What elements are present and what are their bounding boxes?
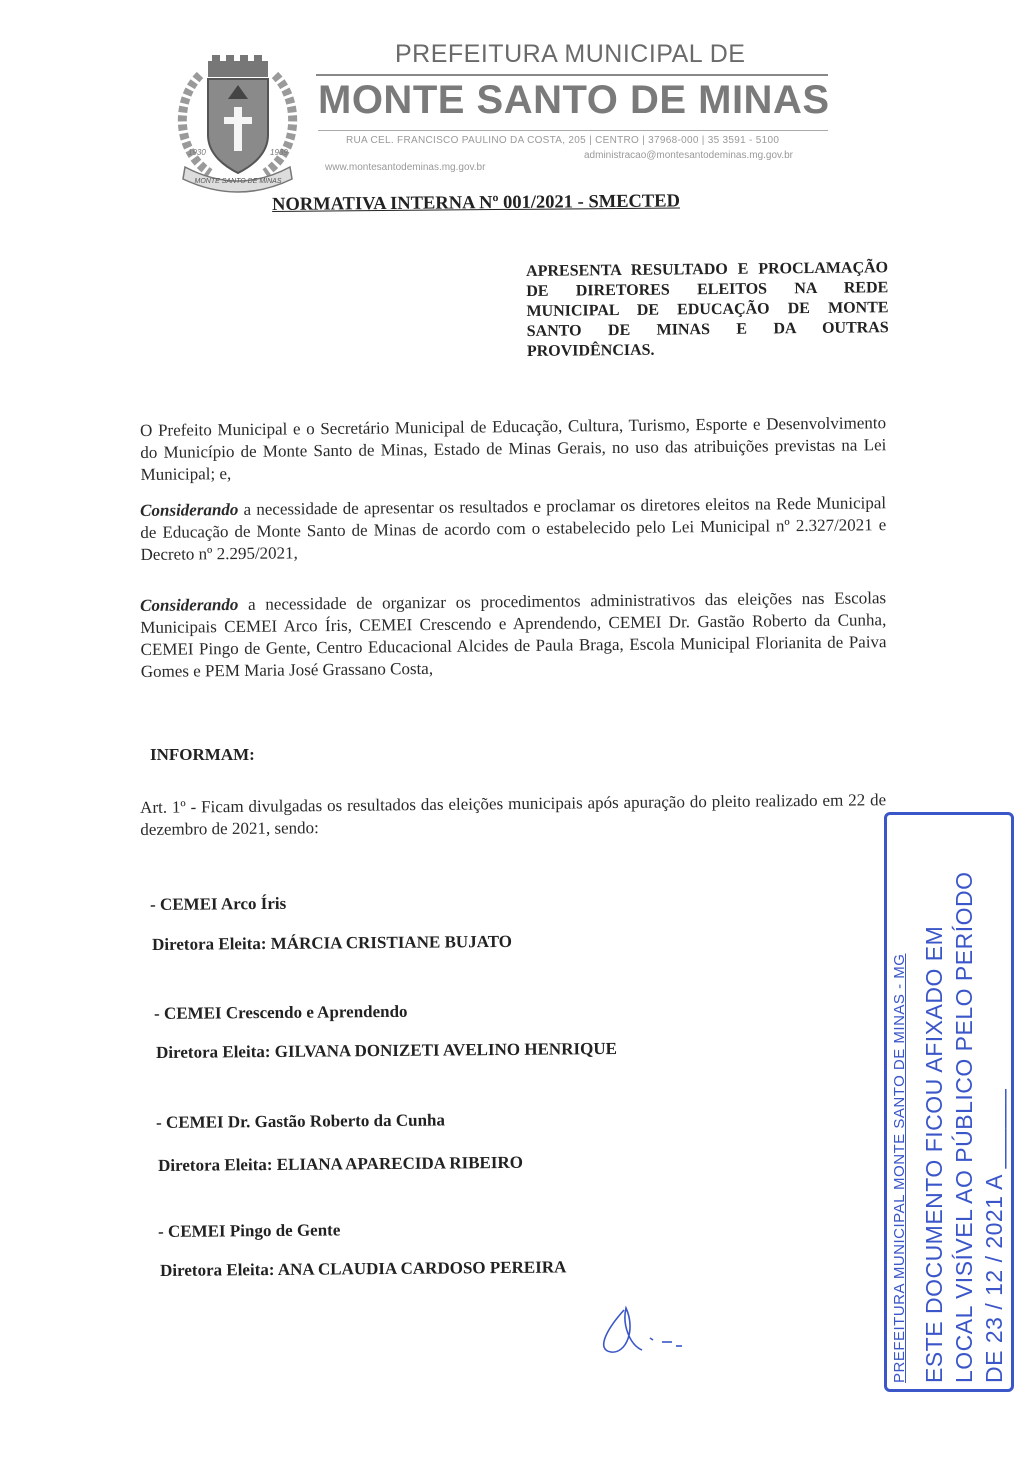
intro-paragraph: O Prefeito Municipal e o Secretário Municipal de Educação, Cultura, Turismo, Esporte e Desenvolvimento do Município de Monte Santo de Minas, Estado de Minas Gerais, no uso das atribuições previstas na Lei Municipal; e, (140, 413, 887, 484)
crest-year-right: 1939 (270, 148, 288, 157)
director-label: Diretora Eleita: (160, 1259, 278, 1280)
publication-stamp (884, 812, 1014, 1392)
stamp-line-2: ESTE DOCUMENTO FICOU AFIXADO EM (921, 925, 947, 1383)
considerando-text-1: a necessidade de apresentar os resultados e proclamar os diretores eleitos na Rede Municipal de Educação de Monte Santo de Minas de acordo com o estabelecido pelo Lei Municipal nº 2.327/2021 e Decreto nº 2.295/2021, (140, 493, 887, 564)
header-address: RUA CEL. FRANCISCO PAULINO DA COSTA, 205 | CENTRO | 37968-000 | 35 3591 - 5100 (346, 135, 780, 146)
header-rule-thin (318, 130, 828, 131)
school-name: - CEMEI Arco Íris (150, 893, 287, 914)
school-name: - CEMEI Pingo de Gente (158, 1220, 341, 1241)
director-line (158, 1153, 523, 1176)
school-name: - CEMEI Dr. Gastão Roberto da Cunha (156, 1110, 446, 1132)
considerando-paragraph-1 (140, 492, 887, 566)
header-rule (316, 74, 828, 76)
crest-year-left: 1930 (188, 148, 206, 157)
document-title: NORMATIVA INTERNA Nº 001/2021 - SMECTED (272, 191, 681, 215)
director-label: Diretora Eleita: (156, 1041, 275, 1062)
considerando-paragraph-2 (140, 587, 887, 683)
header-website: www.montesantodeminas.mg.gov.br (325, 162, 486, 173)
director-name: ELIANA APARECIDA RIBEIRO (276, 1152, 524, 1174)
header-email: administracao@montesantodeminas.mg.gov.br (584, 150, 793, 161)
crest-banner-text: MONTE SANTO DE MINAS (194, 178, 282, 185)
director-line (156, 1039, 617, 1063)
document-ementa: APRESENTA RESULTADO E PROCLAMAÇÃO DE DIRETORES ELEITOS NA REDE MUNICIPAL DE EDUCAÇÃO DE MONTE SANTO DE MINAS E DA OUTRAS PROVIDÊNCIAS. (526, 259, 889, 360)
informam-heading: INFORMAM: (150, 745, 255, 764)
stamp-line-4: DE 23 / 12 / 2021 A ______ (981, 1088, 1007, 1383)
considerando-text-2: a necessidade de organizar os procedimentos administrativos das eleições nas Escolas Municipais CEMEI Arco Íris, CEMEI Crescendo e Aprendendo, CEMEI Dr. Gastão Roberto da Cunha, CEMEI Pingo de Gente, Centro Educacional Alcides de Paula Braga, Escola Municipal Florianita de Paiva Gomes e PEM Maria José Grassano Costa, (140, 588, 887, 681)
stamp-line-3: LOCAL VISÍVEL AO PÚBLICO PELO PERÍODO (951, 871, 977, 1383)
director-name: GILVANA DONIZETI AVELINO HENRIQUE (274, 1038, 617, 1061)
header-municipality: MONTE SANTO DE MINAS (318, 78, 830, 122)
school-name: - CEMEI Crescendo e Aprendendo (154, 1001, 408, 1023)
director-line (160, 1257, 566, 1281)
stamp-text-block (887, 815, 1014, 1392)
director-line (152, 932, 512, 955)
header-line1: PREFEITURA MUNICIPAL DE (395, 40, 746, 68)
considerando-lead-2: Considerando (140, 594, 239, 615)
director-name: MÁRCIA CRISTIANE BUJATO (270, 931, 512, 953)
director-label: Diretora Eleita: (152, 933, 271, 954)
stamp-line-1: PREFEITURA MUNICIPAL MONTE SANTO DE MINAS - MG (891, 953, 908, 1383)
director-name: ANA CLAUDIA CARDOSO PEREIRA (277, 1257, 567, 1279)
article-1: Art. 1º - Ficam divulgadas os resultados das eleições municipais após apuração do pleito realizado em 22 de dezembro de 2021, sendo: (140, 790, 887, 839)
handwritten-signature (596, 1300, 696, 1360)
director-label: Diretora Eleita: (158, 1154, 277, 1175)
municipal-crest-logo (170, 55, 305, 195)
considerando-lead-1: Considerando (140, 499, 239, 520)
